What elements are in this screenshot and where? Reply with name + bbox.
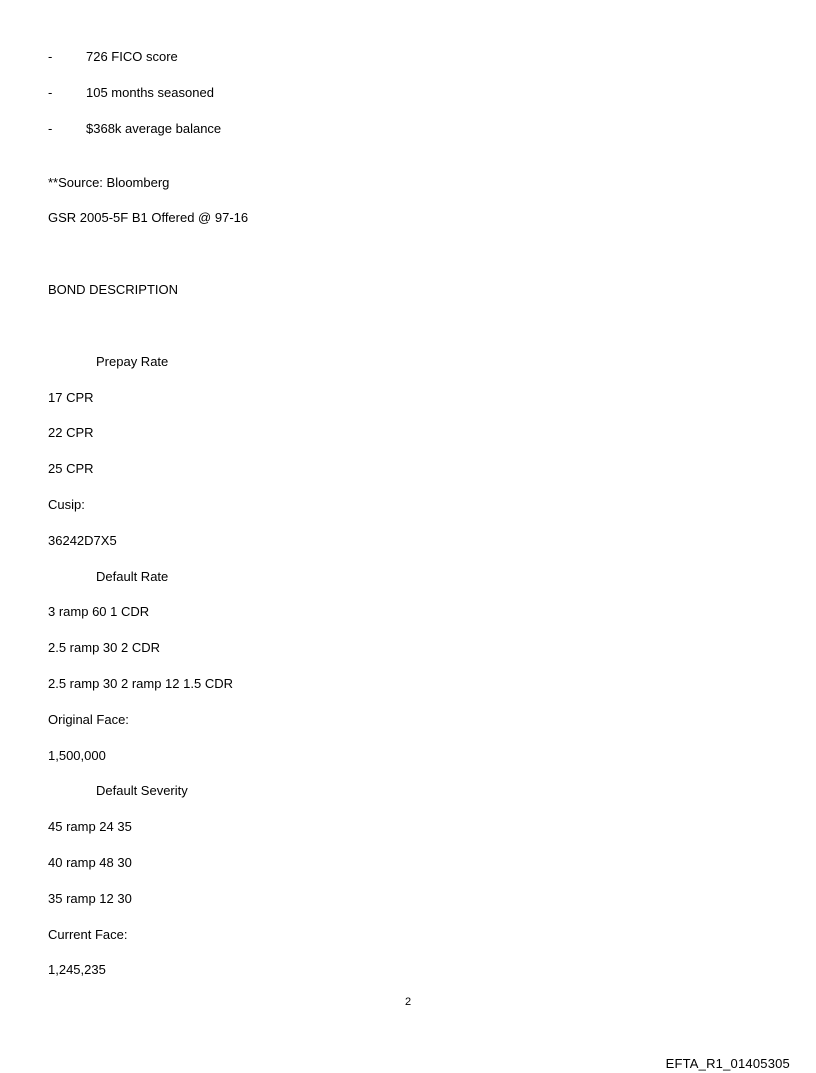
document-id: EFTA_R1_01405305 xyxy=(665,1056,790,1071)
original-face-value: 1,500,000 xyxy=(48,748,106,763)
prepay-value: 17 CPR xyxy=(48,390,94,405)
page-number: 2 xyxy=(404,996,412,1008)
cusip-value: 36242D7X5 xyxy=(48,533,117,548)
original-face-label: Original Face: xyxy=(48,712,129,727)
section-heading: BOND DESCRIPTION xyxy=(48,282,179,297)
prepay-value: 25 CPR xyxy=(48,461,94,476)
prepay-value: 22 CPR xyxy=(48,425,94,440)
default-rate-header: Default Rate xyxy=(96,569,169,584)
cusip-label: Cusip: xyxy=(48,497,85,512)
bullet-average-balance: $368k average balance xyxy=(86,121,222,136)
prepay-rate-header: Prepay Rate xyxy=(96,354,169,369)
bullet-fico-score: 726 FICO score xyxy=(86,49,178,64)
default-severity-header: Default Severity xyxy=(96,783,188,798)
offer-line: GSR 2005-5F B1 Offered @ 97-16 xyxy=(48,210,249,225)
bullet-dash: - xyxy=(48,85,53,100)
current-face-label: Current Face: xyxy=(48,927,128,942)
default-rate-value: 2.5 ramp 30 2 ramp 12 1.5 CDR xyxy=(48,676,233,691)
default-rate-value: 3 ramp 60 1 CDR xyxy=(48,604,150,619)
source-note: **Source: Bloomberg xyxy=(48,175,170,190)
default-severity-value: 45 ramp 24 35 xyxy=(48,819,132,834)
default-rate-value: 2.5 ramp 30 2 CDR xyxy=(48,640,160,655)
current-face-value: 1,245,235 xyxy=(48,962,106,977)
default-severity-value: 40 ramp 48 30 xyxy=(48,855,132,870)
default-severity-value: 35 ramp 12 30 xyxy=(48,891,132,906)
bullet-dash: - xyxy=(48,49,53,64)
bullet-dash: - xyxy=(48,121,53,136)
bullet-months-seasoned: 105 months seasoned xyxy=(86,85,214,100)
